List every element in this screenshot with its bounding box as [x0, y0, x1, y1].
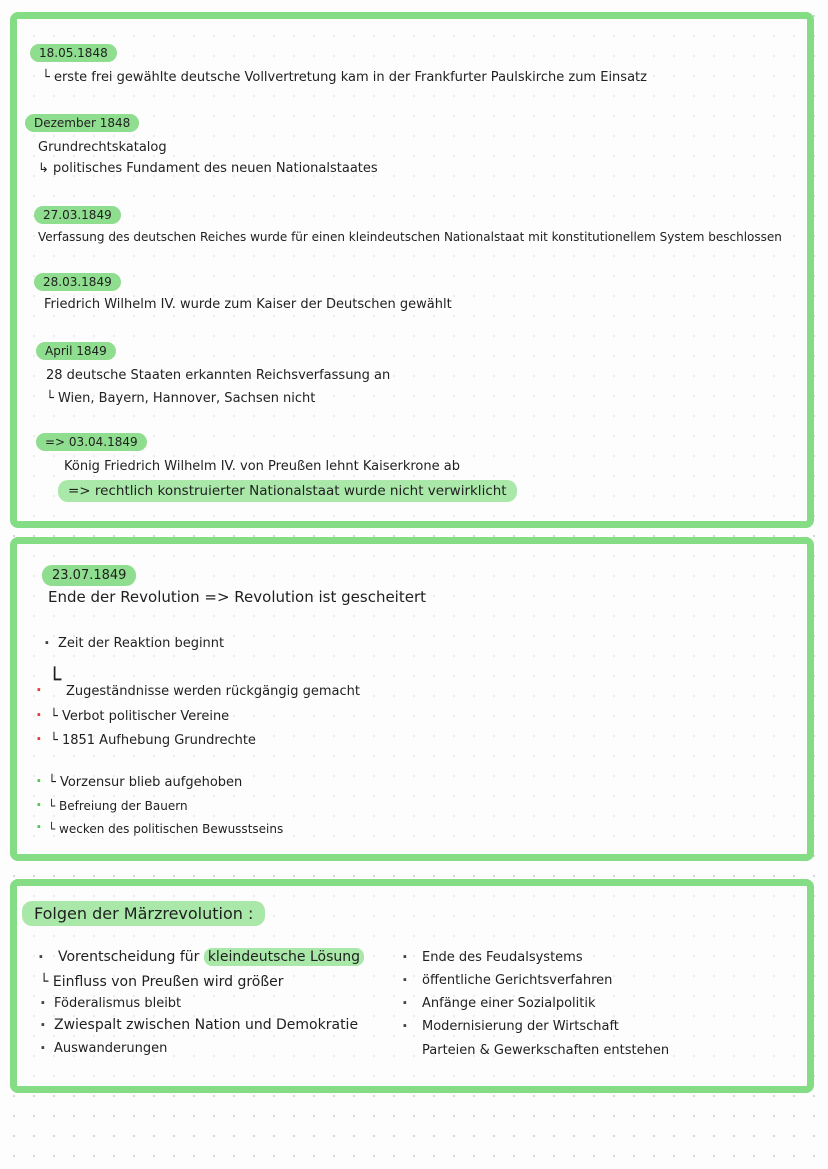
- bullet-dot: ·: [402, 994, 408, 1012]
- negative-bullet-dot: ·: [36, 706, 42, 724]
- bullet-dot: ·: [402, 971, 408, 989]
- bullet-dot: ·: [402, 948, 408, 966]
- date-badge-dezember-1848: Dezember 1848: [25, 114, 139, 132]
- negative-bullet-dot: ·: [36, 730, 42, 748]
- bullet-dot: ·: [38, 948, 44, 966]
- consequence-kleindeutsch: [58, 949, 364, 965]
- event-text-fundament: ↳ politisches Fundament des neuen Nationalstaates: [38, 161, 378, 176]
- negative-item: └ 1851 Aufhebung Grundrechte: [50, 733, 256, 748]
- date-badge-03-04-1849: => 03.04.1849: [36, 433, 147, 451]
- positive-bullet-dot: ·: [36, 772, 42, 790]
- negative-item: Zugeständnisse werden rückgängig gemacht: [66, 684, 360, 699]
- positive-item: └ Vorzensur blieb aufgehoben: [48, 775, 243, 790]
- consequence-foederalismus: Föderalismus bleibt: [54, 996, 182, 1011]
- bullet-dot: ·: [40, 994, 46, 1012]
- consequence-right-item: Modernisierung der Wirtschaft: [422, 1019, 619, 1034]
- consequence-prefix: Vorentscheidung für: [58, 949, 200, 965]
- consequence-zwiespalt: Zwiespalt zwischen Nation und Demokratie: [54, 1017, 359, 1033]
- event-text-kaiserwahl: Friedrich Wilhelm IV. wurde zum Kaiser der Deutschen gewählt: [44, 297, 452, 312]
- consequence-right-item: Parteien & Gewerkschaften entstehen: [422, 1043, 670, 1058]
- event-text-ausnahmen: └ Wien, Bayern, Hannover, Sachsen nicht: [46, 391, 316, 406]
- date-badge-28-03-1849: 28.03.1849: [34, 273, 121, 291]
- event-text-grundrechtskatalog: Grundrechtskatalog: [38, 140, 167, 155]
- date-badge-27-03-1849: 27.03.1849: [34, 206, 121, 224]
- date-badge-23-07-1849: 23.07.1849: [42, 565, 136, 586]
- corner-bracket-icon: └: [48, 668, 62, 693]
- conclusion-highlight: => rechtlich konstruierter Nationalstaat wurde nicht verwirklicht: [58, 480, 517, 502]
- bullet-dot: ·: [402, 1017, 408, 1035]
- bullet-dot: ·: [40, 1039, 46, 1057]
- event-text-staaten: 28 deutsche Staaten erkannten Reichsverfassung an: [46, 368, 391, 383]
- bullet-dot: ·: [44, 634, 50, 652]
- highlight-kleindeutsche-loesung: kleindeutsche Lösung: [204, 948, 364, 966]
- event-text-verfassung: Verfassung des deutschen Reiches wurde für einen kleindeutschen Nationalstaat mit konstitutionellem System beschlossen: [38, 230, 782, 244]
- positive-item: └ wecken des politischen Bewusstseins: [48, 822, 284, 836]
- consequence-right-item: Ende des Feudalsystems: [422, 950, 583, 965]
- positive-item: └ Befreiung der Bauern: [48, 799, 188, 813]
- consequence-right-item: öffentliche Gerichtsverfahren: [422, 973, 613, 988]
- consequence-auswanderungen: Auswanderungen: [54, 1041, 168, 1056]
- revolution-end-headline: Ende der Revolution => Revolution ist gescheitert: [48, 588, 427, 606]
- positive-bullet-dot: ·: [36, 796, 42, 814]
- negative-item: └ Verbot politischer Vereine: [50, 709, 230, 724]
- date-badge-april-1849: April 1849: [36, 342, 116, 360]
- event-text-paulskirche: └ erste frei gewählte deutsche Vollvertretung kam in der Frankfurter Paulskirche zum Einsatz: [42, 70, 647, 85]
- consequence-right-item: Anfänge einer Sozialpolitik: [422, 996, 596, 1011]
- bullet-dot: ·: [40, 1016, 46, 1034]
- consequences-title: Folgen der Märzrevolution :: [22, 901, 265, 926]
- reaction-text: Zeit der Reaktion beginnt: [58, 636, 225, 651]
- event-text-kaiserkrone: König Friedrich Wilhelm IV. von Preußen lehnt Kaiserkrone ab: [64, 459, 460, 474]
- date-badge-18-05-1848: 18.05.1848: [30, 44, 117, 62]
- negative-bullet-dot: ·: [36, 681, 42, 699]
- consequence-preussen: └ Einfluss von Preußen wird größer: [40, 974, 284, 990]
- positive-bullet-dot: ·: [36, 818, 42, 836]
